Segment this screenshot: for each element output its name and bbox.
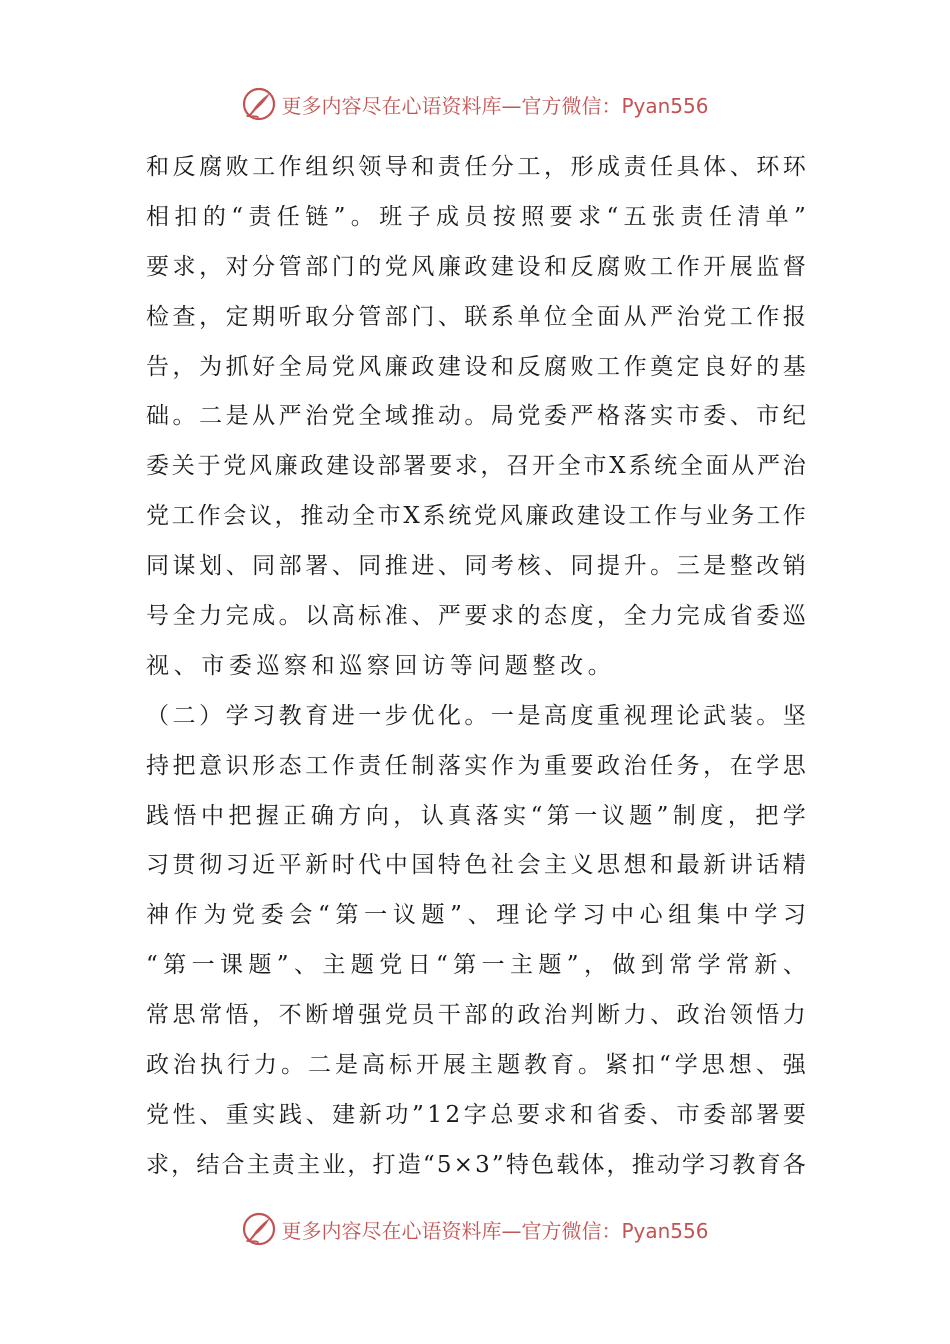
text-line-13: 持 把 意 识 形 态 工 作 责 任 制 落 实 作 为 重 要 政 治 任 务 ， 在 学 思 xyxy=(146,752,806,779)
text-line-1: 和 反 腐 败 工 作 组 织 领 导 和 责 任 分 工 ， 形 成 责 任 具 体 、 环 环 xyxy=(146,154,806,180)
footer-banner xyxy=(0,1209,950,1249)
text-line-2: 相 扣 的 “ 责 任 链 ” 。 班 子 成 员 按 照 要 求 “ 五 张 责 任 清 单 ” xyxy=(146,203,806,230)
text-line-20: 党 性 、 重 实 践 、 建 新 功 ” 1 2 字 总 要 求 和 省 委 、 市 委 部 署 要 xyxy=(146,1101,806,1128)
text-line-12: （ 二 ） 学 习 教 育 进 一 步 优 化 。 一 是 高 度 重 视 理 论 武 装 。 坚 xyxy=(146,702,806,729)
text-line-4: 检 查 ， 定 期 听 取 分 管 部 门 、 联 系 单 位 全 面 从 严 治 党 工 作 报 xyxy=(146,303,806,330)
footer-banner-text: 更多内容尽在心语资料库—官方微信：Pyan556 xyxy=(281,1218,709,1243)
text-line-21: 求 ， 结 合 主 责 主 业 ， 打 造 “ 5 × 3 ” 特 色 载 体 ， 推 动 学 习 教 育 各 xyxy=(146,1151,806,1178)
text-line-8: 党 工 作 会 议 ， 推 动 全 市 X 系 统 党 风 廉 政 建 设 工 作 与 业 务 工 作 xyxy=(146,503,806,530)
feather-pen-icon xyxy=(241,86,277,122)
header-banner-text: 更多内容尽在心语资料库—官方微信：Pyan556 xyxy=(281,93,709,118)
document-body xyxy=(146,143,806,1191)
text-line-5: 告 ， 为 抓 好 全 局 党 风 廉 政 建 设 和 反 腐 败 工 作 奠 定 良 好 的 基 xyxy=(146,353,806,380)
text-line-17: “ 第 一 课 题 ” 、 主 题 党 日 “ 第 一 主 题 ” ， 做 到 常 学 常 新 、 xyxy=(146,952,806,979)
text-line-11: 视 、 市 委 巡 察 和 巡 察 回 访 等 问 题 整 改 。 xyxy=(146,652,616,679)
text-line-14: 践 悟 中 把 握 正 确 方 向 ， 认 真 落 实 “ 第 一 议 题 ” 制 度 ， 把 学 xyxy=(146,802,806,829)
feather-pen-icon xyxy=(241,1211,277,1247)
text-line-3: 要 求 ， 对 分 管 部 门 的 党 风 廉 政 建 设 和 反 腐 败 工 作 开 展 监 督 xyxy=(146,253,806,280)
text-line-15: 习 贯 彻 习 近 平 新 时 代 中 国 特 色 社 会 主 义 思 想 和 最 新 讲 话 精 xyxy=(146,852,806,879)
text-line-7: 委 关 于 党 风 廉 政 建 设 部 署 要 求 ， 召 开 全 市 X 系 统 全 面 从 严 治 xyxy=(146,453,806,480)
text-line-10: 号 全 力 完 成 。 以 高 标 准 、 严 要 求 的 态 度 ， 全 力 完 成 省 委 巡 xyxy=(146,603,806,630)
text-line-6: 础 。 二 是 从 严 治 党 全 域 推 动 。 局 党 委 严 格 落 实 市 委 、 市 纪 xyxy=(146,403,806,430)
header-banner xyxy=(0,84,950,124)
text-line-18: 常 思 常 悟 ， 不 断 增 强 党 员 干 部 的 政 治 判 断 力 、 政 治 领 悟 力 xyxy=(146,1002,806,1029)
text-line-16: 神 作 为 党 委 会 “ 第 一 议 题 ” 、 理 论 学 习 中 心 组 集 中 学 习 xyxy=(146,902,806,929)
text-line-19: 政 治 执 行 力 。 二 是 高 标 开 展 主 题 教 育 。 紧 扣 “ 学 思 想 、 强 xyxy=(146,1052,806,1079)
text-line-9: 同 谋 划 、 同 部 署 、 同 推 进 、 同 考 核 、 同 提 升 。 三 是 整 改 销 xyxy=(146,553,806,580)
